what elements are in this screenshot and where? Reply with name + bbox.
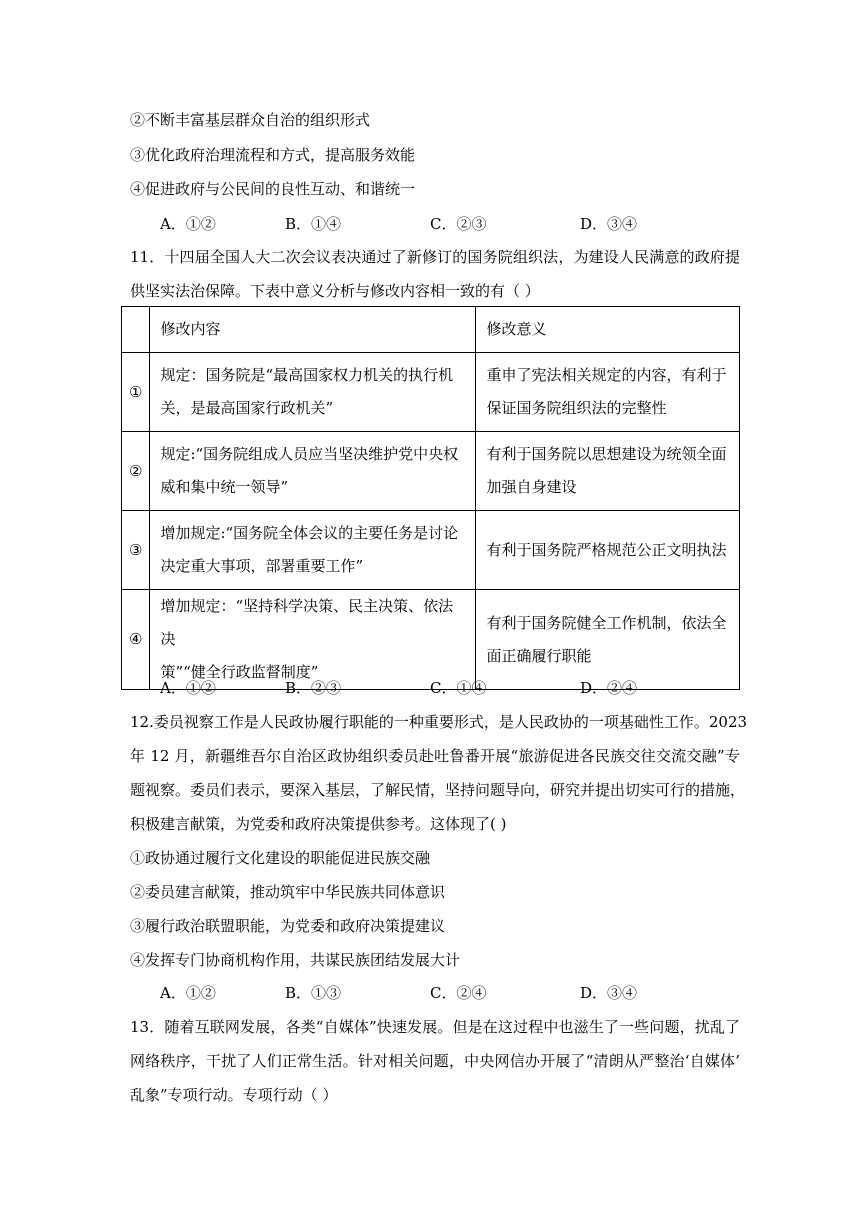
table-row bbox=[122, 432, 740, 511]
q12-option-3: ③履行政治联盟职能，为党委和政府决策提建议 bbox=[130, 917, 446, 935]
q11-table bbox=[121, 306, 740, 690]
q12-choice-b[interactable]: B．①③ bbox=[285, 984, 342, 1002]
q12-option-2: ②委员建言献策，推动筑牢中华民族共同体意识 bbox=[130, 883, 446, 901]
row-meaning bbox=[476, 590, 740, 690]
row-meaning-line: 面正确履行职能 bbox=[486, 646, 592, 665]
row-meaning bbox=[476, 432, 740, 511]
q11-choices bbox=[160, 677, 720, 699]
row-content-line: 威和集中统一领导” bbox=[160, 478, 289, 496]
row-meaning-line: 重申了宪法相关规定的内容，有利于 bbox=[486, 366, 727, 384]
q12-choice-c[interactable]: C．②④ bbox=[430, 984, 487, 1002]
row-content-line: 决定重大事项，部署重要工作” bbox=[160, 557, 364, 575]
q12-choice-a[interactable]: A．①② bbox=[160, 984, 216, 1002]
q11-stem-line-2: 供坚实法治保障。下表中意义分析与修改内容相一致的有（ ） bbox=[130, 282, 540, 300]
q13-stem-line-3: 乱象”专项行动。专项行动（ ） bbox=[130, 1086, 338, 1104]
q11-stem-line-1: 11．十四届全国人大二次会议表决通过了新修订的国务院组织法，为建设人民满意的政府提 bbox=[130, 248, 740, 266]
row-meaning-line: 保证国务院组织法的完整性 bbox=[486, 399, 667, 417]
row-meaning-line: 有利于国务院以思想建设为统领全面 bbox=[486, 445, 727, 463]
q12-stem-line-3: 题视察。委员们表示，要深入基层，了解民情，坚持问题导向，研究并提出切实可行的措施， bbox=[130, 781, 746, 799]
row-content bbox=[150, 590, 476, 690]
row-content-line: 规定:“国务院组成人员应当坚决维护党中央权 bbox=[160, 445, 459, 463]
q10-choice-b[interactable]: B．①④ bbox=[285, 215, 342, 233]
q10-choice-d[interactable]: D．③④ bbox=[580, 215, 638, 233]
row-content-line: 增加规定:“国务院全体会议的主要任务是讨论 bbox=[160, 524, 459, 542]
q10-choices bbox=[160, 213, 720, 235]
row-number: ④ bbox=[122, 590, 150, 690]
q10-choice-c[interactable]: C．②③ bbox=[430, 215, 487, 233]
q13-stem-line-1: 13．随着互联网发展，各类“自媒体”快速发展。但是在这过程中也滋生了一些问题，扰乱了 bbox=[130, 1018, 740, 1036]
row-number: ② bbox=[122, 432, 150, 511]
q12-option-1: ①政协通过履行文化建设的职能促进民族交融 bbox=[130, 849, 431, 867]
q11-choice-d[interactable]: D．②④ bbox=[580, 679, 638, 697]
row-content bbox=[150, 432, 476, 511]
table-row bbox=[122, 511, 740, 590]
q11-choice-a[interactable]: A．①② bbox=[160, 679, 216, 697]
q12-option-4: ④发挥专门协商机构作用，共谋民族团结发展大计 bbox=[130, 951, 461, 969]
table-row bbox=[122, 353, 740, 432]
q10-option-2: ②不断丰富基层群众自治的组织形式 bbox=[130, 111, 371, 129]
q10-option-3: ③优化政府治理流程和方式，提高服务效能 bbox=[130, 146, 416, 164]
table-header-blank bbox=[122, 307, 150, 353]
row-meaning-line: 有利于国务院健全工作机制，依法全 bbox=[486, 613, 727, 632]
q11-choice-b[interactable]: B．②③ bbox=[285, 679, 342, 697]
q10-option-4: ④促进政府与公民间的良性互动、和谐统一 bbox=[130, 180, 416, 198]
row-content bbox=[150, 353, 476, 432]
q12-stem-line-1: 12.委员视察工作是人民政协履行职能的一种重要形式，是人民政协的一项基础性工作。2023 bbox=[130, 713, 748, 731]
row-meaning-line: 加强自身建设 bbox=[486, 478, 577, 496]
row-meaning bbox=[476, 511, 740, 590]
row-content-line: 规定：国务院是“最高国家权力机关的执行机 bbox=[160, 366, 454, 384]
row-content-line: 关，是最高国家行政机关” bbox=[160, 399, 334, 417]
row-meaning bbox=[476, 353, 740, 432]
row-content bbox=[150, 511, 476, 590]
table-header-content: 修改内容 bbox=[150, 307, 476, 353]
q12-stem-line-2: 年 12 月，新疆维吾尔自治区政协组织委员赴吐鲁番开展“旅游促进各民族交往交流交融”专 bbox=[130, 747, 740, 765]
q10-choice-a[interactable]: A．①② bbox=[160, 215, 216, 233]
row-number: ① bbox=[122, 353, 150, 432]
q13-stem-line-2: 网络秩序，干扰了人们正常生活。针对相关问题，中央网信办开展了“清朗从严整治‘自媒体’ bbox=[130, 1052, 740, 1070]
q11-choice-c[interactable]: C．①④ bbox=[430, 679, 487, 697]
q12-choices bbox=[160, 982, 720, 1004]
row-content-line: 策”“健全行政监督制度” bbox=[160, 663, 319, 681]
row-number: ③ bbox=[122, 511, 150, 590]
table-row bbox=[122, 590, 740, 690]
table-header-meaning: 修改意义 bbox=[476, 307, 740, 353]
q12-choice-d[interactable]: D．③④ bbox=[580, 984, 638, 1002]
q12-stem-line-4: 积极建言献策，为党委和政府决策提供参考。这体现了( ) bbox=[130, 815, 507, 833]
row-content-line: 增加规定：“坚持科学决策、民主决策、依法决 bbox=[160, 597, 454, 648]
row-meaning-line: 有利于国务院严格规范公正文明执法 bbox=[486, 540, 727, 559]
table-header-row bbox=[122, 307, 740, 353]
